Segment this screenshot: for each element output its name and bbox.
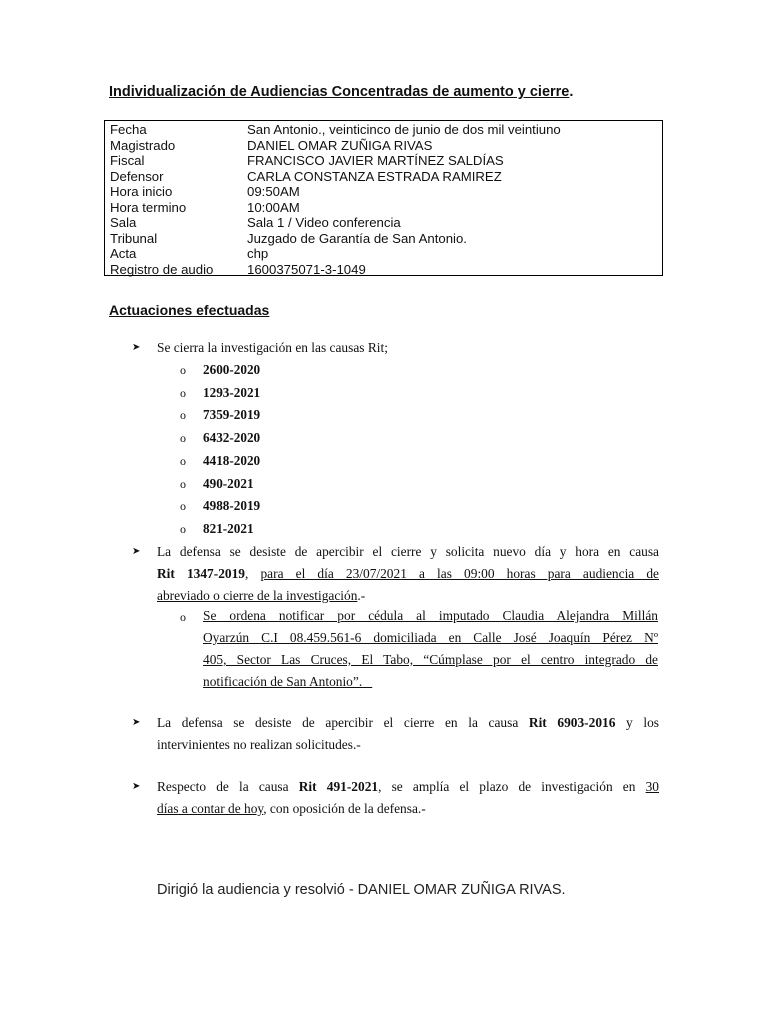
item2-sub-line2: Oyarzún C.I 08.459.561-6 domiciliada en Calle José Joaquín Pérez Nº xyxy=(203,630,658,645)
info-row-defensor xyxy=(110,169,662,185)
info-label: Hora termino xyxy=(110,199,187,215)
rit-list-item: 4418-2020 xyxy=(203,453,261,468)
rit-list-item: 2600-2020 xyxy=(203,362,261,377)
rit-reference: Rit 1347-2019 xyxy=(157,566,245,581)
item4-mid: , se amplía el plazo de investigación en xyxy=(378,779,636,794)
circle-bullet-icon: o xyxy=(180,431,186,445)
item2-underlined-b: abreviado o cierre de la investigación xyxy=(157,588,358,603)
info-value: Sala 1 / Video conferencia xyxy=(247,215,401,230)
info-label: Tribunal xyxy=(110,230,158,246)
info-value: FRANCISCO JAVIER MARTÍNEZ SALDÍAS xyxy=(247,153,504,168)
signature-line: Dirigió la audiencia y resolvió - DANIEL OMAR ZUÑIGA RIVAS. xyxy=(157,882,566,898)
info-value: 09:50AM xyxy=(247,184,300,199)
info-label: Fiscal xyxy=(110,153,145,168)
info-row-magistrado xyxy=(110,138,662,154)
info-value: chp xyxy=(247,246,269,261)
circle-bullet-icon: o xyxy=(180,499,186,513)
item4-line2 xyxy=(157,801,426,817)
item3-post: y los xyxy=(626,715,659,730)
rit-list-item: 1293-2021 xyxy=(203,385,261,400)
info-label: Registro de audio xyxy=(110,261,214,277)
item3-line2: intervinientes no realizan solicitudes.- xyxy=(157,737,361,752)
circle-bullet-icon: o xyxy=(180,386,186,400)
info-row-hora-termino xyxy=(110,200,662,216)
item4-underlined-period: días a contar de hoy xyxy=(157,801,264,816)
document-title-period: . xyxy=(569,84,574,100)
info-label: Defensor xyxy=(110,168,164,184)
info-value: 10:00AM xyxy=(247,199,300,215)
item4-pre: Respecto de la causa xyxy=(157,779,289,794)
arrow-bullet-icon: ➤ xyxy=(132,342,141,353)
item4-post: , con oposición de la defensa.- xyxy=(263,801,426,816)
info-row-sala xyxy=(110,215,662,231)
item3-line1 xyxy=(157,715,659,731)
info-row-registro-audio xyxy=(110,262,662,278)
circle-bullet-icon: o xyxy=(180,363,186,377)
info-row-hora-inicio xyxy=(110,184,662,200)
item2-line3 xyxy=(157,588,365,604)
info-value: CARLA CONSTANZA ESTRADA RAMIREZ xyxy=(247,168,502,184)
circle-bullet-icon: o xyxy=(180,610,186,624)
arrow-bullet-icon: ➤ xyxy=(132,781,141,792)
item3-pre: La defensa se desiste de apercibir el cierre en la causa xyxy=(157,715,519,730)
info-value: 1600375071-3-1049 xyxy=(247,261,366,277)
info-value: San Antonio., veinticinco de junio de dos mil veintiuno xyxy=(247,122,561,137)
item4-underlined-days: 30 xyxy=(645,779,659,794)
circle-bullet-icon: o xyxy=(180,454,186,468)
document-title-text: Individualización de Audiencias Concentradas de aumento y cierre xyxy=(109,84,570,100)
item1-text: Se cierra la investigación en las causas Rit; xyxy=(157,340,388,355)
info-row-tribunal xyxy=(110,231,662,247)
circle-bullet-icon: o xyxy=(180,477,186,491)
item2-sub-line4: notificación de San Antonio”. xyxy=(203,674,373,689)
item2-end: .- xyxy=(357,588,366,603)
info-value: Juzgado de Garantía de San Antonio. xyxy=(247,230,467,246)
hearing-info-table xyxy=(104,120,663,276)
item2-line1: La defensa se desiste de apercibir el cierre y solicita nuevo día y hora en causa xyxy=(157,544,659,559)
info-label: Acta xyxy=(110,246,137,261)
info-label: Sala xyxy=(110,215,137,230)
rit-reference: Rit 491-2021 xyxy=(298,779,379,794)
document-title xyxy=(109,84,573,100)
item2-sub-line3: 405, Sector Las Cruces, El Tabo, “Cúmplase por el centro integrado de xyxy=(203,652,658,667)
circle-bullet-icon: o xyxy=(180,408,186,422)
rit-list-item: 7359-2019 xyxy=(203,407,261,422)
info-value: DANIEL OMAR ZUÑIGA RIVAS xyxy=(247,137,433,153)
section-title: Actuaciones efectuadas xyxy=(109,302,270,318)
rit-list-item: 490-2021 xyxy=(203,476,254,491)
rit-list-item: 821-2021 xyxy=(203,521,254,536)
circle-bullet-icon: o xyxy=(180,522,186,536)
rit-list-item: 6432-2020 xyxy=(203,430,261,445)
arrow-bullet-icon: ➤ xyxy=(132,717,141,728)
item2-underlined-a: para el día 23/07/2021 a las 09:00 horas para audiencia de xyxy=(260,566,659,581)
rit-list-item: 4988-2019 xyxy=(203,498,261,513)
item2-comma: , xyxy=(245,566,249,581)
item2-line2 xyxy=(157,566,659,582)
info-row-fiscal xyxy=(110,153,662,169)
item4-line1 xyxy=(157,779,659,795)
item2-sub-line1: Se ordena notificar por cédula al imputado Claudia Alejandra Millán xyxy=(203,608,658,623)
info-label: Hora inicio xyxy=(110,184,173,199)
rit-reference: Rit 6903-2016 xyxy=(528,715,616,730)
info-row-acta xyxy=(110,246,662,262)
arrow-bullet-icon: ➤ xyxy=(132,546,141,557)
info-label: Magistrado xyxy=(110,137,176,153)
info-label: Fecha xyxy=(110,122,147,137)
info-row-fecha xyxy=(110,122,662,138)
